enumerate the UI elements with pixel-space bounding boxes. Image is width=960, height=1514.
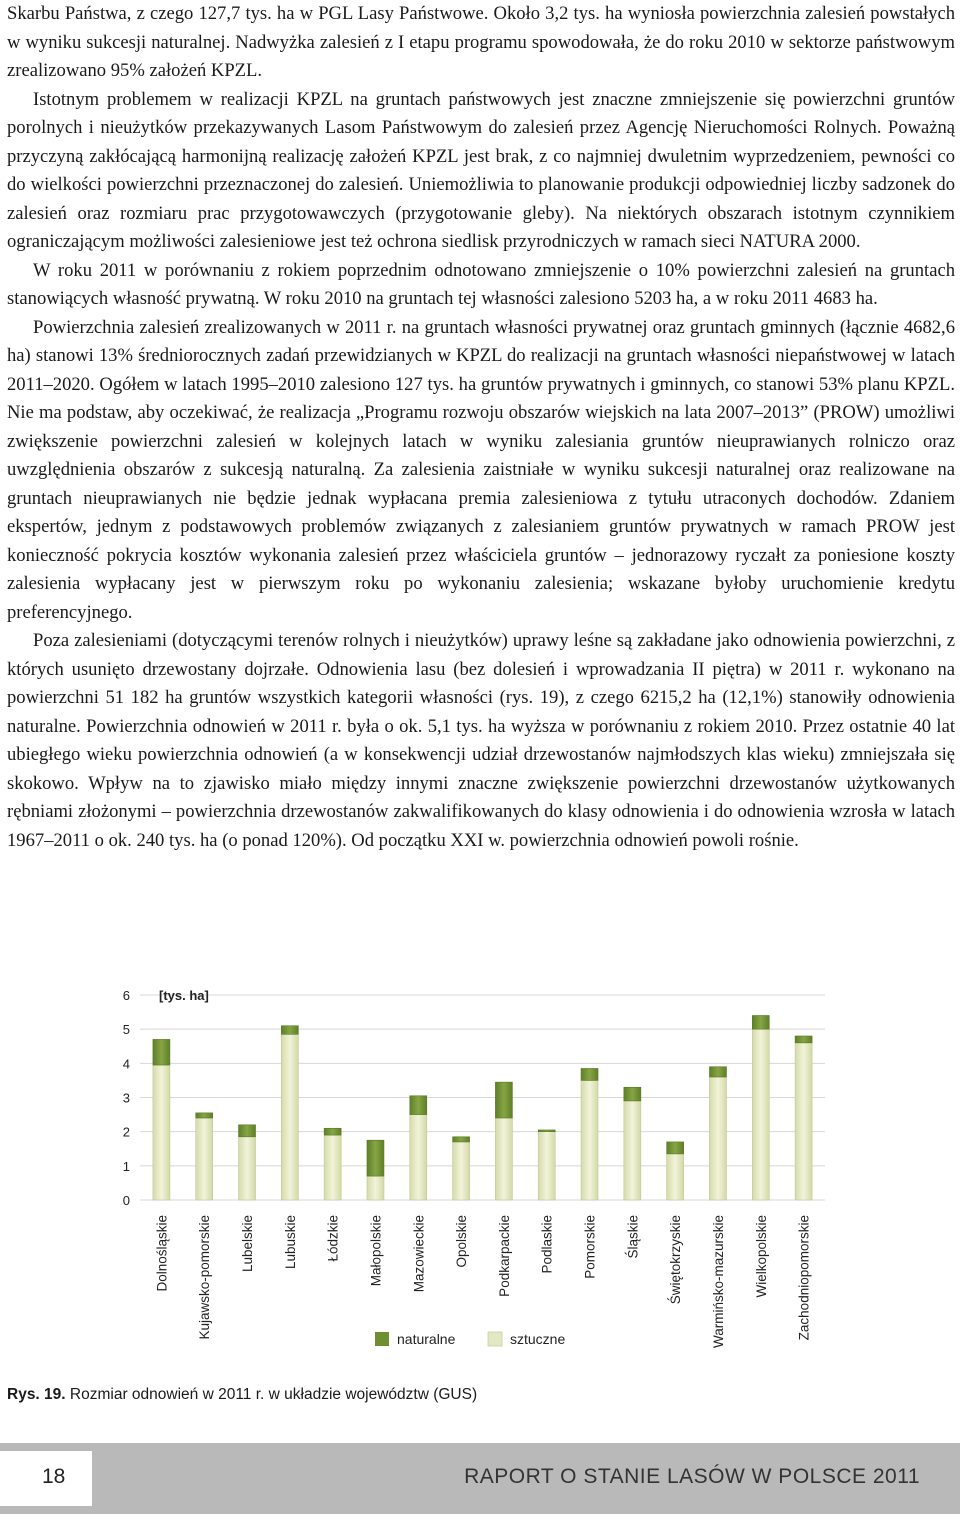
y-tick-label: 1 xyxy=(122,1158,130,1174)
x-tick-label: Dolnośląskie xyxy=(154,1215,170,1292)
page-number-box xyxy=(0,1451,92,1506)
x-tick-label: Łódzkie xyxy=(325,1215,341,1262)
y-axis-unit-label: [tys. ha] xyxy=(159,988,209,1003)
x-tick-label: Pomorskie xyxy=(582,1215,598,1279)
x-tick-label: Małopolskie xyxy=(368,1215,384,1287)
legend-swatch-naturalne xyxy=(375,1332,389,1346)
paragraph: W roku 2011 w porównaniu z rokiem poprzednim odnotowano zmniejszenie o 10% powierzchni zalesień na gruntach stanowiących własność prywatną. W roku 2010 na gruntach tej własności zalesiono 5203 ha, a w roku 2011 4683 ha. xyxy=(7,259,955,309)
x-tick-label: Kujawsko-pomorskie xyxy=(197,1215,213,1340)
bar-naturalne xyxy=(281,1026,298,1035)
x-tick-label: Podlaskie xyxy=(539,1215,555,1274)
x-tick-label: Wielkopolskie xyxy=(753,1215,769,1298)
legend-swatch-sztuczne xyxy=(488,1332,502,1346)
bar-naturalne xyxy=(752,1016,769,1030)
x-tick-label: Lubuskie xyxy=(282,1215,298,1270)
bar-sztuczne xyxy=(624,1101,641,1200)
bar-sztuczne xyxy=(196,1118,213,1200)
figure-caption xyxy=(7,1386,477,1404)
paragraph: Poza zalesieniami (dotyczącymi terenów rolnych i nieużytków) uprawy leśne są zakładane jako odnowienia powierzchni, z których usunięto drzewostany dojrzałe. Odnowienia lasu (bez dolesień i wprowadzania II piętra) w 2011 r. wykonano na powierzchni 51 182 ha gruntów wszystkich kategorii własności (rys. 19), z czego 6215,2 ha (12,1%) stanowiły odnowienia naturalne. Powierzchnia odnowień w 2011 r. była o ok. 5,1 tys. ha wyższa w porównaniu z rokiem 2010. Przez ostatnie 40 lat ubiegłego wieku powierzchnia odnowień (a w konsekwencji udział drzewostanów najmłodszych klas wieku) zmniejszała się skokowo. Wpływ na to zjawisko miało między innymi znaczne zwiększenie powierzchni drzewostanów użytkowanych rębniami złożonymi – powierzchnia drzewostanów zakwalifikowanych do klasy odnowienia i do odnowienia wzrosła w latach 1967–2011 o ok. 240 tys. ha (o ponad 120%). Od początku XXI w. powierzchnia odnowień powoli rośnie. xyxy=(7,630,955,851)
paragraph: Powierzchnia zalesień zrealizowanych w 2011 r. na gruntach własności prywatnej oraz gruntach gminnych (łącznie 4682,6 ha) stanowi 13% średniorocznych zadań przewidzianych w KPZL do realizacji na gruntach własności niepaństwowej w latach 2011–2020. Ogółem w latach 1995–2010 zalesiono 127 tys. ha gruntów prywatnych i gminnych, co stanowi 53% planu KPZL. Nie ma podstaw, aby oczekiwać, że realizacja „Programu rozwoju obszarów wiejskich na lata 2007–2013” (PROW) umożliwi zwiększenie powierzchni zalesień w kolejnych latach w wyniku zalesiania gruntów nieuprawianych rolniczo oraz uwzględnienia obszarów z sukcesją naturalną. Za zalesienia zaistniałe w wyniku sukcesji naturalnej oraz realizowane na gruntach nieuprawianych nie będzie jednak wypłacana premia zalesieniowa z tytułu utraconych dochodów. Zdaniem ekspertów, jednym z podstawowych problemów związanych z zalesianiem gruntów prywatnych w ramach PROW jest konieczność pokrycia kosztów wykonania zalesień przez właściciela gruntów – jednorazowy ryczałt za poniesione koszty zalesienia wypłacany jest w pierwszym roku po wykonaniu zalesienia; wskazane byłoby uruchomienie kredytu preferencyjnego. xyxy=(7,316,955,623)
bar-sztuczne xyxy=(538,1132,555,1200)
paragraph: Skarbu Państwa, z czego 127,7 tys. ha w PGL Lasy Państwowe. Około 3,2 tys. ha wyniosła powierzchnia zalesień powstałych w wyniku sukcesji naturalnej. Nadwyżka zalesień z I etapu programu spowodowała, że do roku 2010 w sektorze państwowym zrealizowano 95% założeń KPZL. xyxy=(7,3,955,81)
page-number: 18 xyxy=(42,1465,66,1488)
page-footer xyxy=(0,1443,960,1514)
bar-naturalne xyxy=(495,1082,512,1118)
bar-sztuczne xyxy=(581,1080,598,1200)
bar-naturalne xyxy=(581,1068,598,1080)
x-tick-label: Świętokrzyskie xyxy=(668,1215,684,1305)
legend-label-sztuczne: sztuczne xyxy=(510,1331,566,1347)
x-tick-label: Mazowieckie xyxy=(411,1215,427,1293)
bar-sztuczne xyxy=(795,1043,812,1200)
y-tick-label: 4 xyxy=(122,1056,130,1072)
x-tick-label: Podkarpackie xyxy=(496,1215,512,1297)
x-tick-label: Zachodniopomorskie xyxy=(796,1215,812,1341)
bar-naturalne xyxy=(410,1096,427,1115)
bar-naturalne xyxy=(453,1137,470,1142)
bar-sztuczne xyxy=(495,1118,512,1200)
bar-sztuczne xyxy=(453,1142,470,1200)
bar-naturalne xyxy=(538,1130,555,1132)
x-tick-label: Lubelskie xyxy=(240,1215,256,1273)
paragraph: Istotnym problemem w realizacji KPZL na gruntach państwowych jest znaczne zmniejszenie się powierzchni gruntów porolnych i nieużytków przekazywanych Lasom Państwowym do zalesień przez Agencję Nieruchomości Rolnych. Poważną przyczyną zakłócającą harmonijną realizację założeń KPZL jest brak, z co najmniej dwuletnim wyprzedzeniem, pewności co do wielkości powierzchni przeznaczonej do zalesień. Uniemożliwia to planowanie produkcji odpowiedniej liczby sadzonek do zalesień oraz rozmiaru prac przygotowawczych (przygotowanie gleby). Na niektórych obszarach istotnym czynnikiem ograniczającym możliwości zalesieniowe jest też ochrona siedlisk przyrodniczych w ramach sieci NATURA 2000. xyxy=(7,88,955,252)
bar-naturalne xyxy=(667,1142,684,1154)
bar-naturalne xyxy=(624,1087,641,1101)
bar-sztuczne xyxy=(709,1077,726,1200)
report-title: RAPORT O STANIE LASÓW W POLSCE 2011 xyxy=(464,1465,920,1488)
bar-sztuczne xyxy=(367,1176,384,1200)
x-tick-label: Śląskie xyxy=(625,1215,641,1259)
bar-naturalne xyxy=(709,1067,726,1077)
y-tick-label: 5 xyxy=(122,1022,130,1038)
bar-naturalne xyxy=(196,1113,213,1118)
y-tick-label: 2 xyxy=(122,1124,130,1140)
bar-sztuczne xyxy=(752,1029,769,1200)
legend-label-naturalne: naturalne xyxy=(397,1331,456,1347)
bar-sztuczne xyxy=(667,1154,684,1200)
bar-naturalne xyxy=(367,1140,384,1176)
bar-sztuczne xyxy=(410,1115,427,1200)
figure-caption-text: Rozmiar odnowień w 2011 r. w układzie województw (GUS) xyxy=(69,1386,478,1403)
x-tick-label: Warmińsko-mazurskie xyxy=(710,1215,726,1349)
x-tick-label: Opolskie xyxy=(454,1215,470,1268)
bar-sztuczne xyxy=(324,1135,341,1200)
bar-sztuczne xyxy=(281,1034,298,1200)
bar-naturalne xyxy=(239,1125,256,1137)
bar-naturalne xyxy=(324,1128,341,1135)
body-text xyxy=(7,0,955,855)
bar-naturalne xyxy=(153,1039,170,1065)
figure-label: Rys. 19. xyxy=(7,1386,66,1403)
y-tick-label: 3 xyxy=(122,1090,130,1106)
y-tick-label: 6 xyxy=(122,988,130,1003)
y-tick-label: 0 xyxy=(122,1193,130,1208)
reforestation-bar-chart xyxy=(100,975,830,1380)
bar-sztuczne xyxy=(239,1137,256,1200)
bar-naturalne xyxy=(795,1036,812,1043)
bar-sztuczne xyxy=(153,1065,170,1200)
